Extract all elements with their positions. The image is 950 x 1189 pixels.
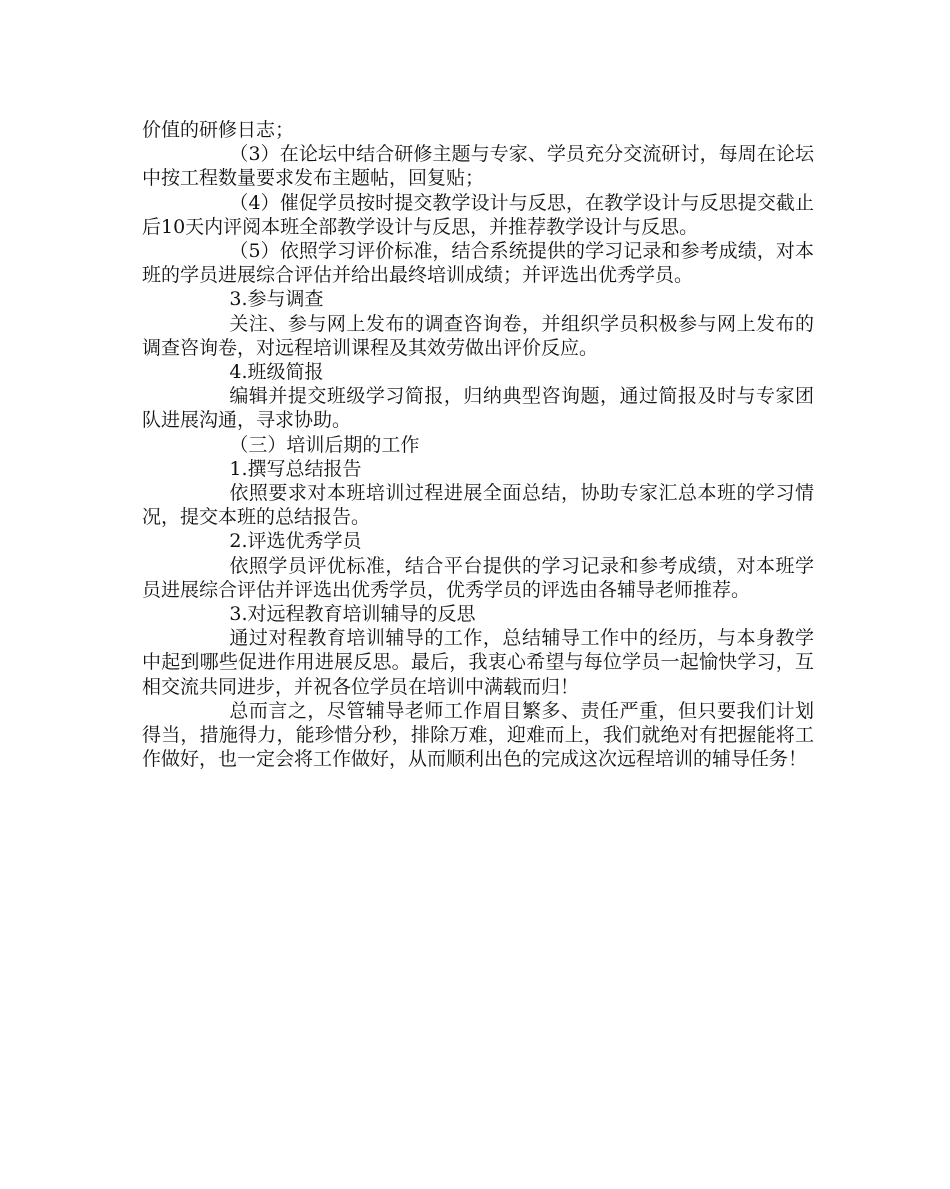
paragraph-conclusion: 总而言之，尽管辅导老师工作眉目繁多、责任严重，但只要我们计划得当，措施得力，能珍惜分秒，排除万难，迎难而上，我们就绝对有把握能将工作做好，也一定会将工作做好，从而顺利出色的完成这次远程培训的辅导任务！ xyxy=(142,699,814,771)
heading-class-briefing: 4.班级简报 xyxy=(229,361,324,384)
heading-select-students: 2.评选优秀学员 xyxy=(229,530,362,553)
paragraph-survey: 关注、参与网上发布的调查咨询卷，并组织学员积极参与网上发布的调查咨询卷，对远程培训课程及其效劳做出评价反应。 xyxy=(142,312,814,359)
paragraph-reflection: 通过对程教育培训辅导的工作，总结辅导工作中的经历，与本身教学中起到哪些促进作用进展反思。最后，我衷心希望与每位学员一起愉快学习，互相交流共同进步，并祝各位学员在培训中满载而归！ xyxy=(142,627,814,698)
paragraph-research-log-end: 价值的研修日志； xyxy=(142,119,295,141)
paragraph-forum-discussion: （3）在论坛中结合研修主题与专家、学员充分交流研讨，每周在论坛中按工程数量要求发布主题帖，回复贴； xyxy=(142,143,814,190)
document-body xyxy=(142,118,814,771)
paragraph-class-briefing: 编辑并提交班级学习简报，归纳典型咨询题，通过简报及时与专家团队进展沟通，寻求协助。 xyxy=(142,385,814,432)
paragraph-teaching-design: （4）催促学员按时提交教学设计与反思，在教学设计与反思提交截止后10天内评阅本班全部教学设计与反思，并推荐教学设计与反思。 xyxy=(142,191,814,238)
heading-late-stage: （三）培训后期的工作 xyxy=(229,433,420,456)
paragraph-select-students: 依照学员评优标准，结合平台提供的学习记录和参考成绩，对本班学员进展综合评估并评选出优秀学员，优秀学员的评选由各辅导老师推荐。 xyxy=(142,554,814,601)
paragraph-evaluation: （5）依照学习评价标准，结合系统提供的学习记录和参考成绩，对本班的学员进展综合评估并给出最终培训成绩；并评选出优秀学员。 xyxy=(142,240,814,287)
heading-summary-report: 1.撰写总结报告 xyxy=(229,457,362,480)
paragraph-summary-report: 依照要求对本班培训过程进展全面总结，协助专家汇总本班的学习情况，提交本班的总结报告。 xyxy=(142,482,814,529)
heading-survey: 3.参与调查 xyxy=(229,288,324,311)
heading-reflection: 3.对远程教育培训辅导的反思 xyxy=(229,603,476,626)
